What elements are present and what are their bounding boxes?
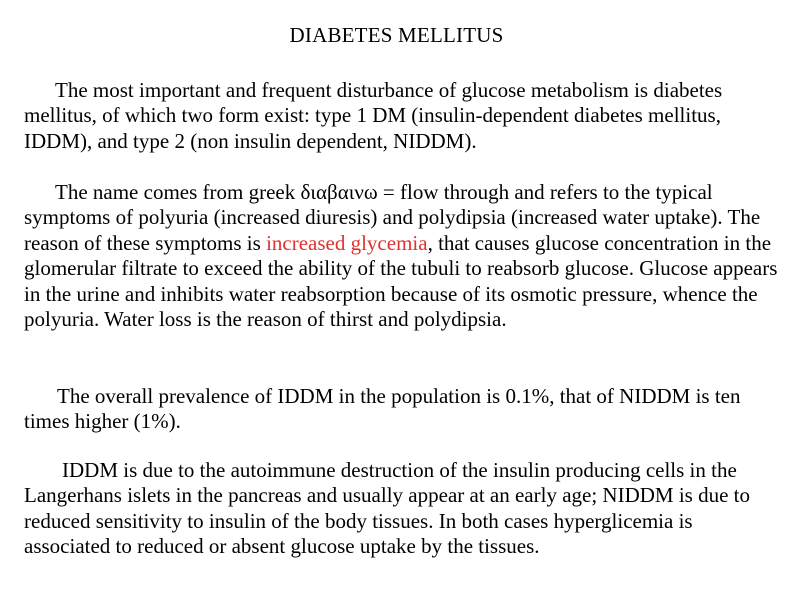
paragraph-prevalence: The overall prevalence of IDDM in the population is 0.1%, that of NIDDM is ten times higher (1%). [24,384,741,434]
paragraph-definition: The most important and frequent disturbance of glucose metabolism is diabetes mellitus, of which two form exist: type 1 DM (insulin-dependent diabetes mellitus, IDDM), and type 2 (non insulin dependent, NIDDM). [24,78,723,153]
paragraph-etymology-symptoms [24,180,784,332]
paragraph-causes: IDDM is due to the autoimmune destruction of the insulin producing cells in the Langerhans islets in the pancreas and usually appear at an early age; NIDDM is due to reduced sensitivity to insulin of the body tissues. In both cases hyperglicemia is associated to reduced or absent glucose uptake by the tissues. [24,458,750,559]
paragraph-etymology-text-end: , that causes glucose concentration in the glomerular filtrate to exceed the ability of the tubuli to reabsorb glucose. Glucose appears in the urine and inhibits water reabsorption because of its osmotic pressure, whence the polyuria. Water loss is the reason of thirst and polydipsia. [24,230,778,332]
highlighted-term-increased-glycemia: increased glycemia [266,230,428,255]
paragraph-etymology-text-start: The name comes from greek διαβαινω = flow through and refers to the typical symptoms of polyuria (increased diuresis) and polydipsia (increased water uptake). The reason of these symptoms is [24,180,761,255]
document-title: DIABETES MELLITUS [289,23,504,47]
